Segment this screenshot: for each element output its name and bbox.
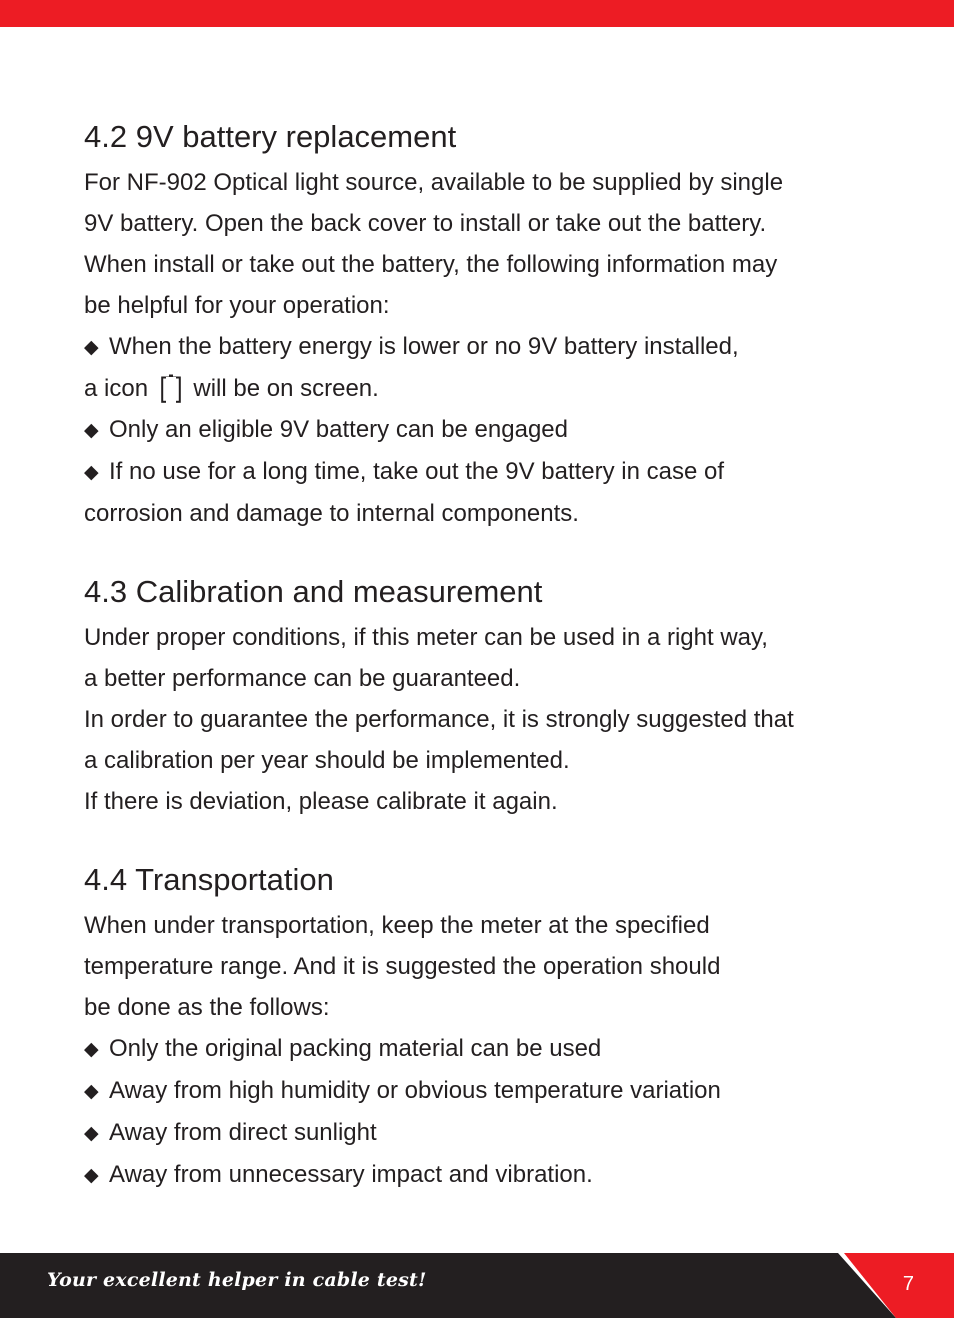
bullet-text: If no use for a long time, take out the 9V battery in case of [109, 458, 725, 485]
paragraph-line: For NF-902 Optical light source, available to be supplied by single [84, 169, 784, 196]
paragraph-line: be helpful for your operation: [84, 292, 390, 319]
bullet-item [84, 1154, 874, 1196]
paragraph-line: 9V battery. Open the back cover to install or take out the battery. [84, 210, 767, 237]
paragraph-line: If there is deviation, please calibrate it again. [84, 788, 558, 815]
bullet-item [84, 1070, 874, 1112]
bullet-text: Away from high humidity or obvious temperature variation [109, 1077, 721, 1104]
bullet-text: Only an eligible 9V battery can be engaged [109, 416, 568, 443]
diamond-bullet-icon: ◆ [84, 1165, 99, 1186]
diamond-bullet-icon: ◆ [84, 1123, 99, 1144]
paragraph-line: a calibration per year should be implemented. [84, 747, 570, 774]
section-battery-replacement [84, 116, 874, 534]
bullet-item [84, 451, 874, 493]
bullet-item [84, 1112, 874, 1154]
diamond-bullet-icon: ◆ [84, 337, 99, 358]
bullet-item [84, 1028, 874, 1070]
page-footer [0, 1253, 954, 1318]
paragraph-line: When install or take out the battery, the following information may [84, 251, 778, 278]
page-content [84, 116, 874, 1196]
section-calibration [84, 571, 874, 822]
paragraph-line: In order to guarantee the performance, it is strongly suggested that [84, 706, 794, 733]
bullet-item [84, 409, 874, 451]
section-transportation [84, 859, 874, 1196]
paragraph-line: temperature range. And it is suggested the operation should [84, 953, 721, 980]
icon-line-prefix: a icon [84, 375, 149, 402]
page-number: 7 [902, 1273, 914, 1295]
diamond-bullet-icon: ◆ [84, 1039, 99, 1060]
paragraph-line: corrosion and damage to internal components. [84, 500, 579, 527]
paragraph-line: a better performance can be guaranteed. [84, 665, 521, 692]
diamond-bullet-icon: ◆ [84, 420, 99, 441]
diamond-bullet-icon: ◆ [84, 462, 99, 483]
bullet-text: Only the original packing material can be used [109, 1035, 602, 1062]
paragraph-line: be done as the follows: [84, 994, 330, 1021]
bullet-item [84, 326, 874, 368]
bullet-text: Away from unnecessary impact and vibration. [109, 1161, 593, 1188]
icon-line-suffix: will be on screen. [193, 375, 379, 402]
section-heading: 4.3 Calibration and measurement [84, 574, 543, 609]
footer-slogan: Your excellent helper in cable test! [47, 1269, 427, 1291]
paragraph-line: Under proper conditions, if this meter can be used in a right way, [84, 624, 768, 651]
paragraph-line: When under transportation, keep the meter at the specified [84, 912, 710, 939]
section-heading: 4.2 9V battery replacement [84, 119, 457, 154]
battery-empty-icon [161, 374, 181, 403]
diamond-bullet-icon: ◆ [84, 1081, 99, 1102]
section-heading: 4.4 Transportation [84, 862, 334, 897]
bullet-text: Away from direct sunlight [109, 1119, 377, 1146]
top-accent-bar [0, 0, 954, 27]
footer-page-tab [844, 1253, 954, 1318]
paragraph-line [84, 368, 874, 409]
bullet-text: When the battery energy is lower or no 9V battery installed, [109, 333, 739, 360]
